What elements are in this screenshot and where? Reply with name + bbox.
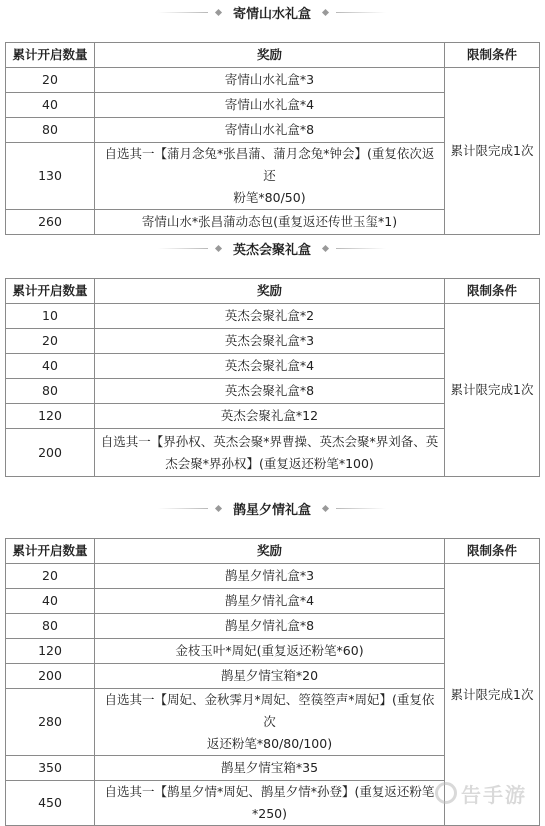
reward-line: 杰会聚*界孙权】(重复返还粉笔*100) xyxy=(165,455,374,471)
reward-cell xyxy=(95,429,445,477)
reward-cell: 寄情山水礼盒*8 xyxy=(95,118,445,143)
reward-line: 自选其一【周妃、金秋霁月*周妃、箜篌箜声*周妃】(重复依次 xyxy=(104,692,435,729)
count-cell: 260 xyxy=(6,210,95,235)
reward-cell: 寄情山水礼盒*3 xyxy=(95,68,445,93)
count-cell: 450 xyxy=(6,781,95,826)
table-row xyxy=(6,564,540,589)
table-header-row xyxy=(6,43,540,68)
count-cell: 20 xyxy=(6,329,95,354)
diamond-icon xyxy=(322,244,329,251)
count-cell: 80 xyxy=(6,118,95,143)
divider-line xyxy=(336,508,386,509)
divider-line xyxy=(158,508,208,509)
count-cell: 40 xyxy=(6,93,95,118)
reward-table xyxy=(5,42,540,235)
header-limit: 限制条件 xyxy=(445,43,540,68)
reward-cell: 金枝玉叶*周妃(重复返还粉笔*60) xyxy=(95,639,445,664)
limit-cell: 累计限完成1次 xyxy=(445,304,540,477)
count-cell: 40 xyxy=(6,354,95,379)
header-reward: 奖励 xyxy=(95,539,445,564)
reward-cell: 英杰会聚礼盒*3 xyxy=(95,329,445,354)
reward-line: 返还粉笔*80/80/100) xyxy=(206,736,333,751)
count-cell: 200 xyxy=(6,429,95,477)
reward-cell xyxy=(95,689,445,756)
g-logo-icon xyxy=(435,782,457,804)
watermark xyxy=(435,780,539,806)
reward-line: 自选其一【鹊星夕情*周妃、鹊星夕情*孙登】(重复返还粉笔 xyxy=(104,784,435,799)
table-row xyxy=(6,304,540,329)
header-count: 累计开启数量 xyxy=(6,43,95,68)
header-count: 累计开启数量 xyxy=(6,279,95,304)
reward-cell xyxy=(95,143,445,210)
diamond-icon xyxy=(215,8,222,15)
count-cell: 120 xyxy=(6,639,95,664)
header-limit: 限制条件 xyxy=(445,279,540,304)
count-cell: 20 xyxy=(6,564,95,589)
diamond-icon xyxy=(215,504,222,511)
table-header-row xyxy=(6,539,540,564)
section-title xyxy=(5,1,539,23)
reward-cell: 英杰会聚礼盒*12 xyxy=(95,404,445,429)
count-cell: 10 xyxy=(6,304,95,329)
reward-cell xyxy=(95,781,445,826)
header-limit: 限制条件 xyxy=(445,539,540,564)
section-title xyxy=(5,497,539,519)
header-reward: 奖励 xyxy=(95,43,445,68)
count-cell: 80 xyxy=(6,379,95,404)
diamond-icon xyxy=(322,504,329,511)
count-cell: 80 xyxy=(6,614,95,639)
reward-line: 自选其一【蒲月念兔*张昌蒲、蒲月念兔*钟会】(重复依次返还 xyxy=(104,146,435,183)
count-cell: 200 xyxy=(6,664,95,689)
section-title-text: 英杰会聚礼盒 xyxy=(232,242,311,258)
section-title-text: 寄情山水礼盒 xyxy=(232,6,311,22)
header-reward: 奖励 xyxy=(95,279,445,304)
divider-line xyxy=(336,248,386,249)
header-count: 累计开启数量 xyxy=(6,539,95,564)
reward-cell: 鹊星夕情宝箱*35 xyxy=(95,756,445,781)
divider-line xyxy=(158,248,208,249)
count-cell: 130 xyxy=(6,143,95,210)
watermark-text: 告手游 xyxy=(461,782,527,807)
reward-cell: 英杰会聚礼盒*4 xyxy=(95,354,445,379)
reward-cell: 鹊星夕情宝箱*20 xyxy=(95,664,445,689)
reward-cell: 英杰会聚礼盒*8 xyxy=(95,379,445,404)
divider-line xyxy=(158,12,208,13)
divider-line xyxy=(336,12,386,13)
diamond-icon xyxy=(322,8,329,15)
reward-cell: 英杰会聚礼盒*2 xyxy=(95,304,445,329)
count-cell: 20 xyxy=(6,68,95,93)
count-cell: 120 xyxy=(6,404,95,429)
limit-cell: 累计限完成1次 xyxy=(445,68,540,235)
reward-line: 自选其一【界孙权、英杰会聚*界曹操、英杰会聚*界刘备、英 xyxy=(100,433,439,449)
reward-cell: 寄情山水礼盒*4 xyxy=(95,93,445,118)
table-header-row xyxy=(6,279,540,304)
reward-cell: 鹊星夕情礼盒*8 xyxy=(95,614,445,639)
reward-line: 粉笔*80/50) xyxy=(233,190,306,205)
reward-line: *250) xyxy=(252,806,287,821)
reward-cell: 鹊星夕情礼盒*3 xyxy=(95,564,445,589)
count-cell: 350 xyxy=(6,756,95,781)
count-cell: 280 xyxy=(6,689,95,756)
reward-cell: 寄情山水*张昌蒲动态包(重复返还传世玉玺*1) xyxy=(95,210,445,235)
limit-cell: 累计限完成1次 xyxy=(445,564,540,826)
count-cell: 40 xyxy=(6,589,95,614)
section-title-text: 鹊星夕情礼盒 xyxy=(232,502,311,518)
reward-cell: 鹊星夕情礼盒*4 xyxy=(95,589,445,614)
section-title xyxy=(5,237,539,259)
table-row xyxy=(6,68,540,93)
reward-table xyxy=(5,278,540,477)
diamond-icon xyxy=(215,244,222,251)
